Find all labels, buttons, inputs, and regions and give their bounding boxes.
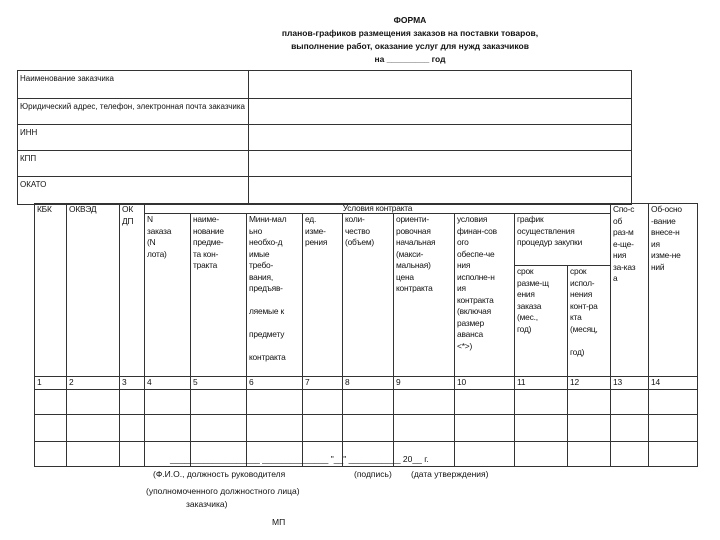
- field-value[interactable]: [249, 151, 632, 177]
- signature-customer-label: заказчика): [186, 499, 228, 509]
- schedule-table: [34, 203, 698, 467]
- signature-fio-label: (Ф.И.О., должность руководителя: [153, 469, 286, 479]
- col-header-order-no: N заказа (N лота): [145, 214, 191, 377]
- field-value[interactable]: [249, 99, 632, 125]
- field-value[interactable]: [249, 125, 632, 151]
- col-header-price: ориенти- ровочная начальная (макси- мальная) цена контракта: [394, 214, 455, 377]
- col-header-unit: ед. изме- рения: [303, 214, 343, 377]
- field-value[interactable]: [249, 177, 632, 205]
- col-number: 8: [343, 377, 394, 390]
- col-number: 2: [67, 377, 120, 390]
- table-row[interactable]: [35, 390, 698, 415]
- col-header-requirements: Мини-мал ьно необхо-д имые требо- вания, предъяв- ляемые к предмету контракта: [247, 214, 303, 377]
- form-title: [240, 14, 580, 66]
- title-line: ФОРМА: [393, 15, 427, 25]
- signature-sign-label: (подпись): [354, 469, 392, 479]
- col-number: 10: [455, 377, 515, 390]
- col-header-financial: условия финан-сов ого обеспе-че ния исполне-н ия контракта (включая размер аванса <*>): [455, 214, 515, 377]
- col-number: 7: [303, 377, 343, 390]
- col-header-contract-terms: Условия контракта: [145, 204, 611, 214]
- col-header-subject: наиме- нование предме- та кон- тракта: [191, 214, 247, 377]
- signature-date-label: (дата утверждения): [411, 469, 489, 479]
- col-header-quantity: коли- чество (объем): [343, 214, 394, 377]
- field-label: Наименование заказчика: [18, 71, 249, 99]
- col-header-kbk: КБК: [35, 204, 67, 377]
- field-label: ИНН: [18, 125, 249, 151]
- stamp-label: МП: [272, 517, 286, 527]
- number-row: [35, 377, 698, 390]
- field-value[interactable]: [249, 71, 632, 99]
- col-number: 5: [191, 377, 247, 390]
- col-header-placement-term: срок разме-щ ения заказа (мес., год): [515, 266, 568, 377]
- col-number: 14: [649, 377, 698, 390]
- col-number: 4: [145, 377, 191, 390]
- title-line: планов-графиков размещения заказов на поставки товаров,: [281, 28, 539, 38]
- field-label: ОКАТО: [18, 177, 249, 205]
- col-header-schedule: график осуществления процедур закупки: [515, 214, 611, 266]
- col-header-okdp: ОК ДП: [120, 204, 145, 377]
- col-number: 11: [515, 377, 568, 390]
- signature-line: ___________________ ______________ "__" ___________ 20__ г.: [170, 454, 429, 464]
- col-number: 1: [35, 377, 67, 390]
- table-row[interactable]: [35, 415, 698, 442]
- col-header-okved: ОКВЭД: [67, 204, 120, 377]
- title-year-line: на _________ год: [374, 54, 446, 64]
- col-header-reason: Об-осно -вание внесе-н ия изме-не ний: [649, 204, 698, 377]
- field-label: КПП: [18, 151, 249, 177]
- col-number: 9: [394, 377, 455, 390]
- customer-info-table: [17, 70, 632, 205]
- col-header-execution-term: срок испол- нения конт-ра кта (месяц, год): [568, 266, 611, 377]
- col-header-method: Спо-с об раз-м е-ще- ния за-каз а: [611, 204, 649, 377]
- signature-position-label: (уполномоченного должностного лица): [146, 486, 300, 496]
- col-number: 6: [247, 377, 303, 390]
- title-line: выполнение работ, оказание услуг для нужд заказчиков: [291, 41, 529, 51]
- col-number: 13: [611, 377, 649, 390]
- col-number: 12: [568, 377, 611, 390]
- col-number: 3: [120, 377, 145, 390]
- field-label: Юридический адрес, телефон, электронная почта заказчика: [18, 99, 249, 125]
